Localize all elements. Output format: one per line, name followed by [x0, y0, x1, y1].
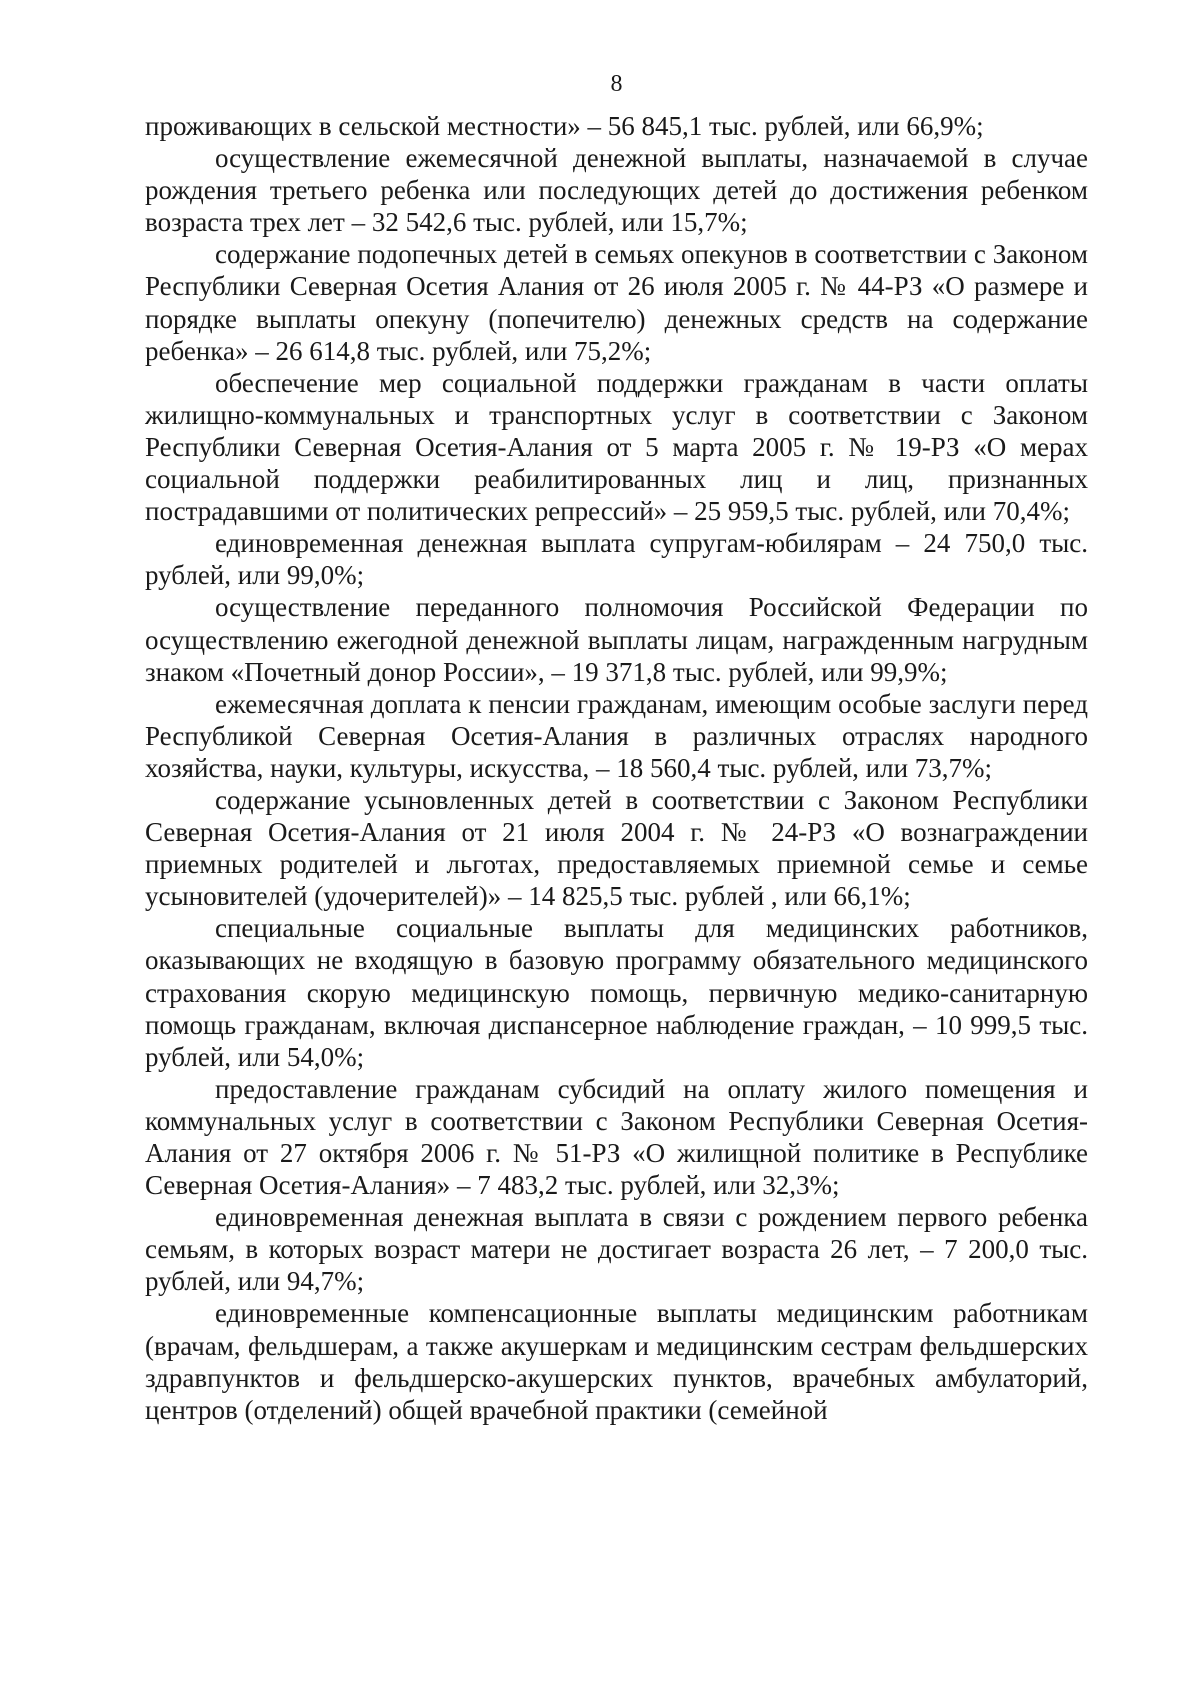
paragraph-housing-subsidies: предоставление гражданам субсидий на оплату жилого помещения и коммунальных услуг в соответствии с Законом Республики Северная Осетия-Алания от 27 октября 2006 г. № 51-РЗ «О жилищной политике в Республике Северная Осетия-Алания» – 7 483,2 тыс. рублей, или 32,3%; [145, 1073, 1088, 1201]
paragraph-monthly-payment-third-child: осуществление ежемесячной денежной выплаты, назначаемой в случае рождения третьего ребенка или последующих детей до достижения ребенком возраста трех лет – 32 542,6 тыс. рублей, или 15,7%; [145, 143, 1088, 238]
document-page [145, 68, 1088, 1426]
paragraph-adopted-children: содержание усыновленных детей в соответствии с Законом Республики Северная Осетия-Алания от 21 июля 2004 г. № 24-РЗ «О вознаграждении приемных родителей и льготах, предоставляемых приемной семье и семье усыновителей (удочерителей)» – 14 825,5 тыс. рублей , или 66,1%; [145, 784, 1088, 912]
paragraph-medical-workers-payments: специальные социальные выплаты для медицинских работников, оказывающих не входящую в базовую программу обязательного медицинского страхования скорую медицинскую помощь, первичную медико-санитарную помощь гражданам, включая диспансерное наблюдение граждан, – 10 999,5 тыс. рублей, или 54,0%; [145, 913, 1088, 1072]
paragraph-jubilee-spouses: единовременная денежная выплата супругам-юбилярам – 24 750,0 тыс. рублей, или 99,0%; [145, 528, 1088, 591]
paragraph-first-child-payment: единовременная денежная выплата в связи с рождением первого ребенка семьям, в которых возраст матери не достигает возраста 26 лет, – 7 200,0 тыс. рублей, или 94,7%; [145, 1202, 1088, 1297]
paragraph-guardian-children: содержание подопечных детей в семьях опекунов в соответствии с Законом Республики Северная Осетия Алания от 26 июля 2005 г. № 44-РЗ «О размере и порядке выплаты опекуну (попечителю) денежных средств на содержание ребенка» – 26 614,8 тыс. рублей, или 75,2%; [145, 239, 1088, 366]
paragraph-pension-supplement: ежемесячная доплата к пенсии гражданам, имеющим особые заслуги перед Республикой Северная Осетия-Алания в различных отраслях народного хозяйства, науки, культуры, искусства, – 18 560,4 тыс. рублей, или 73,7%; [145, 688, 1088, 783]
page-number: 8 [610, 71, 623, 97]
paragraph-compensation-payments: единовременные компенсационные выплаты медицинским работникам (врачам, фельдшерам, а также акушеркам и медицинским сестрам фельдшерских здравпунктов и фельдшерско-акушерских пунктов, врачебных амбулаторий, центров (отделений) общей врачебной практики (семейной [145, 1298, 1088, 1425]
paragraph-continuation: проживающих в сельской местности» – 56 845,1 тыс. рублей, или 66,9%; [145, 111, 984, 141]
paragraph-rehabilitated-persons: обеспечение мер социальной поддержки гражданам в части оплаты жилищно-коммунальных и транспортных услуг в соответствии с Законом Республики Северная Осетия-Алания от 5 марта 2005 г. № 19-РЗ «О мерах социальной поддержки реабилитированных лиц и лиц, признанных пострадавшими от политических репрессий» – 25 959,5 тыс. рублей, или 70,4%; [145, 367, 1088, 527]
paragraph-honorary-donor: осуществление переданного полномочия Российской Федерации по осуществлению ежегодной денежной выплаты лицам, награжденным нагрудным знаком «Почетный донор России», – 19 371,8 тыс. рублей, или 99,9%; [145, 592, 1088, 687]
